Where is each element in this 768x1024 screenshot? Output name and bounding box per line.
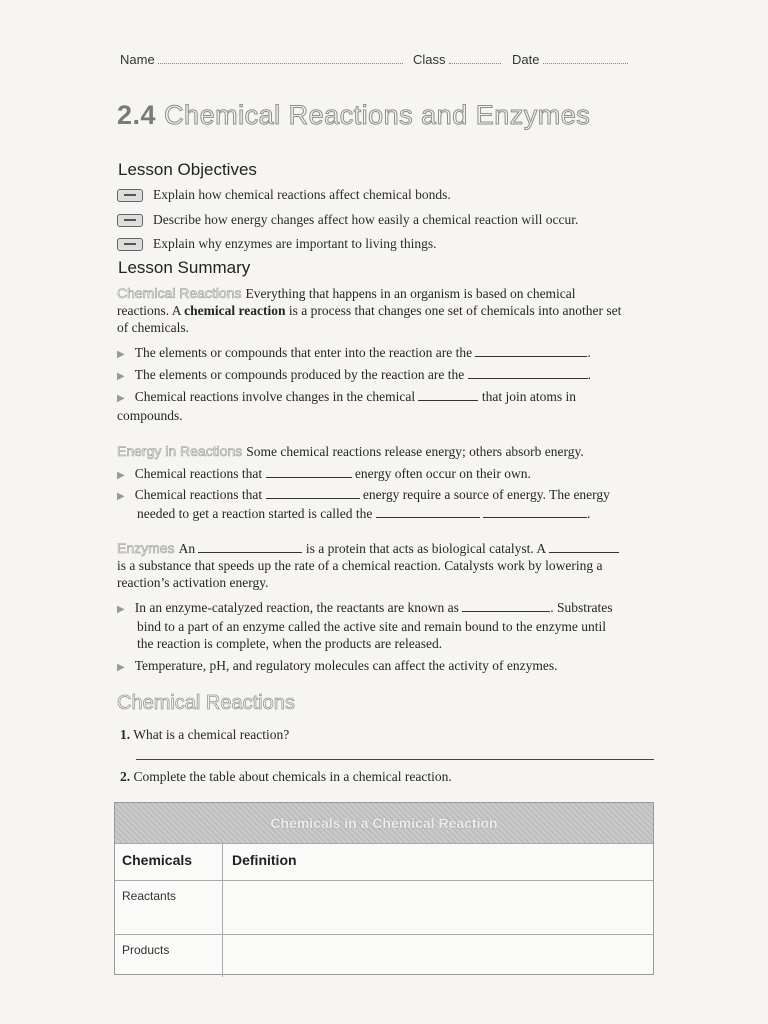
question-2 — [120, 768, 452, 785]
bullet-icon: ▶ — [117, 349, 125, 360]
bullet-icon: ▶ — [117, 604, 125, 615]
chemicals-table — [114, 802, 654, 975]
objective-text: Explain how chemical reactions affect chemical bonds. — [153, 187, 451, 202]
row-label: Reactants — [115, 881, 223, 934]
bullet-icon: ▶ — [117, 491, 125, 502]
bullet-icon: ▶ — [117, 662, 125, 673]
chem-term: chemical reaction — [184, 303, 286, 318]
key-icon — [117, 214, 143, 227]
chem-bullet-2: ▶ The elements or compounds produced by the reaction are the . — [117, 366, 591, 385]
bullet-text: needed to get a reaction started is called the — [137, 506, 373, 521]
objective-text: Describe how energy changes affect how easily a chemical reaction will occur. — [153, 212, 579, 227]
bullet-text: energy often occur on their own. — [354, 466, 531, 481]
enzymes-lead: Enzymes — [117, 540, 175, 556]
enzymes-paragraph — [117, 540, 662, 591]
blank-line[interactable] — [266, 465, 352, 478]
energy-lead: Energy in Reactions — [117, 443, 243, 459]
chem-text-2c: is a process that changes one set of chemicals into another set — [288, 303, 622, 318]
energy-bullet-2: ▶ Chemical reactions that energy require a source of energy. The energy needed to get a reaction started is called the . — [117, 487, 610, 521]
objective-text: Explain why enzymes are important to living things. — [153, 236, 437, 251]
class-line — [449, 53, 501, 64]
definition-cell[interactable] — [223, 935, 653, 977]
bullet-text: Chemical reactions that — [134, 466, 263, 481]
bullet-text: In an enzyme-catalyzed reaction, the reactants are known as — [134, 600, 459, 615]
bullet-text: compounds. — [117, 408, 183, 423]
name-line — [158, 53, 403, 64]
table-row — [115, 934, 653, 977]
chem-reactions-paragraph — [117, 285, 662, 336]
title-text: Chemical Reactions and Enzymes — [164, 100, 591, 130]
energy-text: Some chemical reactions release energy; others absorb energy. — [246, 444, 584, 459]
energy-paragraph — [117, 443, 584, 460]
bullet-text: Chemical reactions that — [134, 487, 263, 502]
date-line — [543, 53, 628, 64]
column-header-definition: Definition — [232, 852, 297, 868]
bullet-text: Temperature, pH, and regulatory molecules can affect the activity of enzymes. — [134, 658, 558, 673]
class-label: Class — [413, 52, 446, 67]
blank-line[interactable] — [418, 388, 478, 401]
objective-item — [117, 236, 436, 252]
row-label: Products — [115, 935, 223, 977]
enzymes-bullet-2 — [117, 657, 557, 676]
date-label: Date — [512, 52, 540, 67]
chem-text-3: of chemicals. — [117, 320, 189, 335]
definition-cell[interactable] — [223, 881, 653, 934]
enzymes-text: reaction’s activation energy. — [117, 575, 269, 590]
chem-text-1: Everything that happens in an organism is based on chemical — [245, 286, 576, 301]
enzymes-text: is a substance that speeds up the rate of a chemical reaction. Catalysts work by lowering a — [117, 558, 603, 573]
question-text: Complete the table about chemicals in a chemical reaction. — [133, 769, 452, 784]
enzymes-text: An — [178, 541, 196, 556]
bullet-text: Chemical reactions involve changes in the chemical — [134, 389, 416, 404]
bullet-text: The elements or compounds produced by the reaction are the — [134, 367, 465, 382]
enzymes-bullet-1 — [117, 599, 662, 652]
chem-lead: Chemical Reactions — [117, 285, 242, 301]
blank-line[interactable] — [198, 540, 302, 553]
question-number: 2. — [120, 769, 131, 784]
chem-bullet-3 — [117, 388, 662, 424]
key-icon — [117, 238, 143, 251]
blank-line[interactable] — [462, 599, 550, 612]
key-icon — [117, 189, 143, 202]
blank-line[interactable] — [266, 486, 360, 499]
question-1 — [120, 726, 289, 743]
summary-heading: Lesson Summary — [118, 258, 251, 277]
bullet-icon: ▶ — [117, 371, 125, 382]
blank-line[interactable] — [549, 540, 619, 553]
section-title: Chemical Reactions — [117, 692, 295, 714]
title-number: 2.4 — [117, 100, 157, 130]
column-header-chemicals: Chemicals — [115, 844, 223, 880]
bullet-icon: ▶ — [117, 393, 125, 404]
enzymes-text: is a protein that acts as biological catalyst. A — [305, 541, 546, 556]
blank-line[interactable] — [468, 366, 588, 379]
bullet-text: the reaction is complete, when the products are released. — [137, 636, 443, 651]
table-row — [115, 880, 653, 934]
bullet-text: energy require a source of energy. The energy — [362, 487, 610, 502]
page-title — [117, 100, 590, 131]
objective-item — [117, 187, 451, 203]
bullet-icon: ▶ — [117, 470, 125, 481]
objectives-heading: Lesson Objectives — [118, 160, 257, 179]
class-field[interactable] — [413, 52, 501, 67]
bullet-text: that join atoms in — [481, 389, 576, 404]
chem-text-2a: reactions. A — [117, 303, 181, 318]
blank-line[interactable] — [475, 344, 587, 357]
bullet-text: . Substrates — [550, 600, 613, 615]
objective-item — [117, 212, 578, 228]
bullet-text: bind to a part of an enzyme called the active site and remain bound to the enzyme until — [137, 619, 606, 634]
name-field[interactable] — [120, 52, 403, 67]
table-title: Chemicals in a Chemical Reaction — [115, 803, 653, 843]
blank-line[interactable] — [376, 505, 480, 518]
date-field[interactable] — [512, 52, 628, 67]
question-number: 1. — [120, 727, 131, 742]
energy-bullet-1 — [117, 465, 531, 484]
bullet-text: The elements or compounds that enter into the reaction are the — [134, 345, 473, 360]
blank-line[interactable] — [483, 505, 587, 518]
name-label: Name — [120, 52, 155, 67]
table-header-row — [115, 843, 653, 880]
answer-line[interactable] — [136, 759, 654, 760]
question-text: What is a chemical reaction? — [133, 727, 290, 742]
chem-bullet-1: ▶ The elements or compounds that enter into the reaction are the . — [117, 344, 591, 363]
